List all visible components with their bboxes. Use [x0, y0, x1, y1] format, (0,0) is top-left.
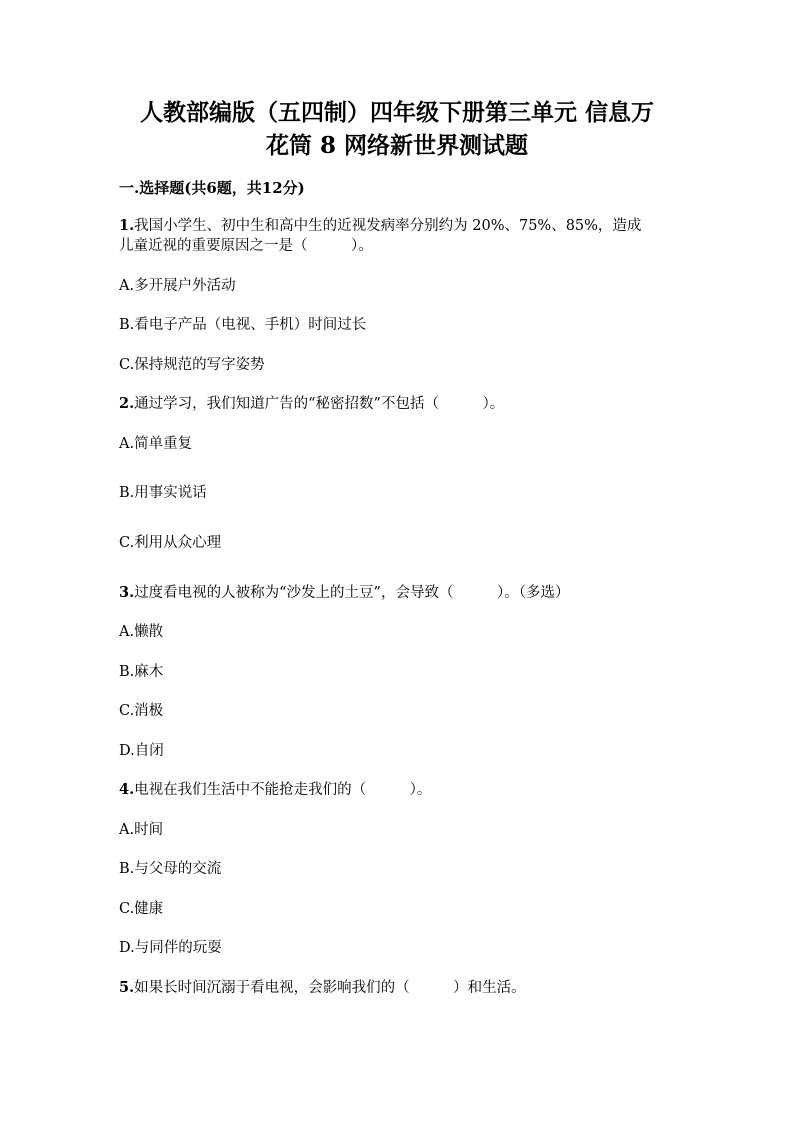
question-number: 2.: [119, 395, 135, 412]
title-line-2: 花筒 8 网络新世界测试题: [265, 132, 529, 159]
question-number: 3.: [119, 584, 135, 601]
question-number: 1.: [119, 217, 135, 234]
option-4a: A.时间: [119, 822, 164, 838]
question-4-text: [119, 780, 431, 800]
option-3b: B.麻木: [119, 664, 164, 680]
question-stem: 过度看电视的人被称为“沙发上的土豆”，会导致（ ）。（多选）: [134, 585, 570, 601]
title-line-1: 人教部编版（五四制）四年级下册第三单元 信息万: [139, 99, 654, 126]
question-number: 5.: [119, 979, 135, 996]
option-2b: B.用事实说话: [119, 485, 207, 501]
option-4d: D.与同伴的玩耍: [119, 940, 222, 956]
question-5-text: [119, 978, 526, 998]
option-2a: A.简单重复: [119, 436, 193, 452]
question-3-text: [119, 583, 569, 603]
question-2-text: [119, 394, 504, 414]
question-stem: 通过学习，我们知道广告的“秘密招数”不包括（ ）。: [134, 396, 505, 412]
option-4b: B.与父母的交流: [119, 861, 222, 877]
question-stem: 如果长时间沉溺于看电视，会影响我们的（ ）和生活。: [134, 980, 526, 996]
option-3a: A.懒散: [119, 624, 164, 640]
page-title: [100, 96, 694, 162]
section-heading: 一.选择题(共6题，共12分): [119, 179, 305, 197]
option-1c: C.保持规范的写字姿势: [119, 357, 265, 373]
option-3d: D.自闭: [119, 743, 164, 759]
question-stem: 我国小学生、初中生和高中生的近视发病率分别约为 20%、75%、85%，造成: [134, 218, 642, 234]
option-1b: B.看电子产品（电视、手机）时间过长: [119, 317, 367, 333]
option-3c: C.消极: [119, 703, 164, 719]
option-2c: C.利用从众心理: [119, 535, 222, 551]
option-1a: A.多开展户外活动: [119, 278, 236, 294]
question-1-text-continued: 儿童近视的重要原因之一是（ ）。: [119, 238, 373, 254]
question-number: 4.: [119, 781, 135, 798]
question-stem: 电视在我们生活中不能抢走我们的（ ）。: [134, 782, 432, 798]
option-4c: C.健康: [119, 901, 164, 917]
question-1-text: [119, 216, 641, 236]
